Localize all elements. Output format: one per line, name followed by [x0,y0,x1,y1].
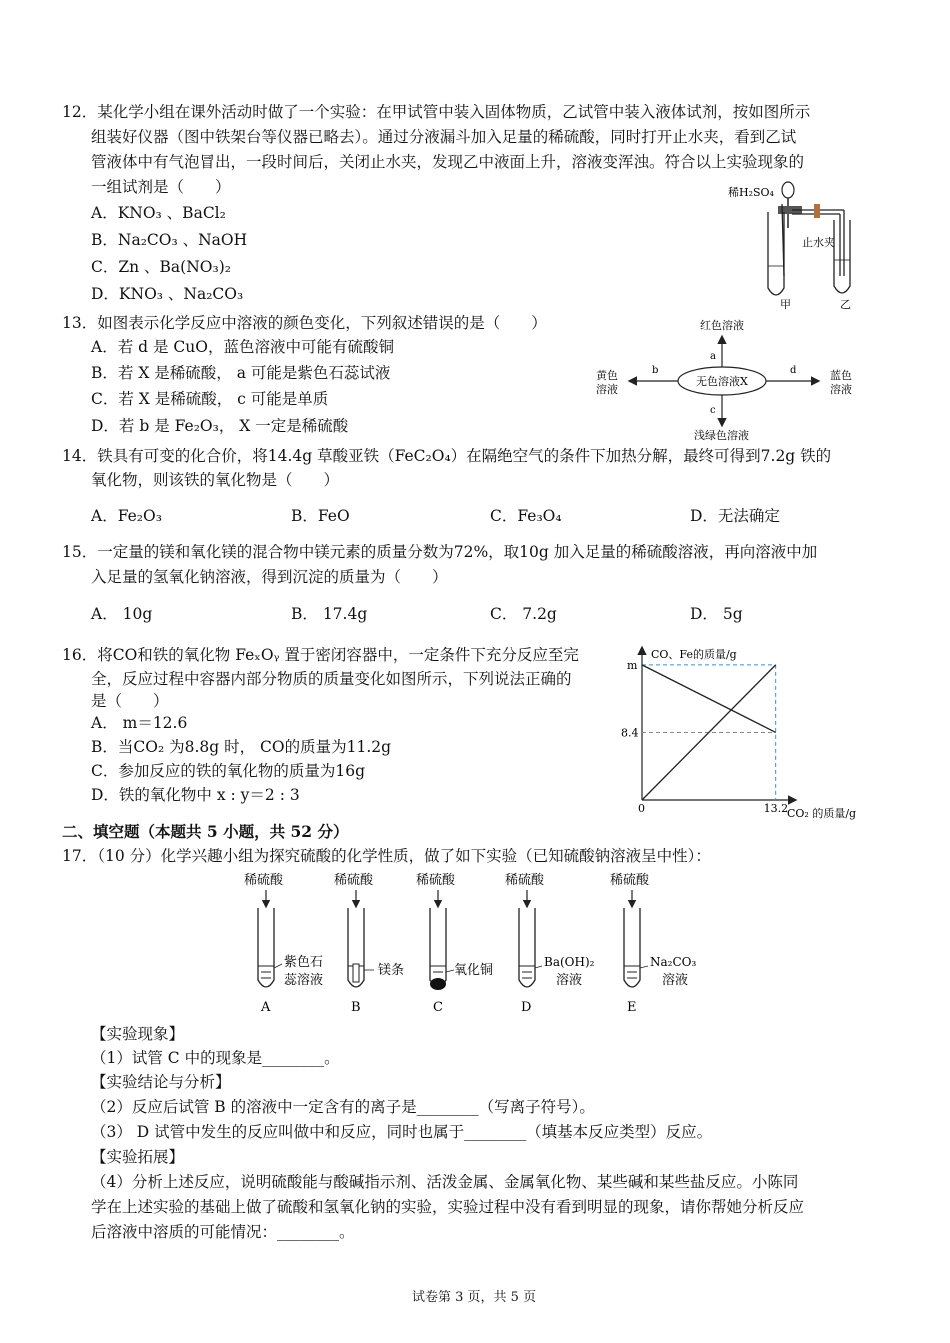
q13-label-a: a [710,351,716,362]
q17-part-2: （2）反应后试管 B 的溶液中一定含有的离子是________（写离子符号）。 [91,1098,595,1116]
q13-yellow-2: 溶液 [596,383,618,396]
tube-b-acid: 稀硫酸 [334,873,374,888]
q13-label-b: b [652,365,659,376]
q12-stem-line-2: 组装好仪器（图中铁架台等仪器已略去）。通过分液漏斗加入足量的稀硫酸，同时打开止水夹，看到乙试 [91,128,797,146]
q13-lightgreen-solution: 浅绿色溶液 [694,429,749,442]
tube-a-label-1: 紫色石 [284,955,324,970]
q15-stem-line-2: 入足量的氢氧化钠溶液，得到沉淀的质量为（ ） [91,568,448,586]
q16-chart [615,640,865,825]
tube-d-label-2: 溶液 [556,973,583,988]
tube-d-acid: 稀硫酸 [505,873,545,888]
chart-ytick-8.4: 8.4 [621,726,639,740]
chart-xtick-13.2: 13.2 [763,802,789,815]
q16-option-c: C．参加反应的铁的氧化物的质量为16g [91,762,366,780]
q13-stem: 13．如图表示化学反应中溶液的颜色变化，下列叙述错误的是（ ） [62,314,547,332]
q12-stem-line-1: 12．某化学小组在课外活动时做了一个实验：在甲试管中装入固体物质，乙试管中装入液体试剂，按如图所示 [62,103,811,121]
tube-d-letter: D [521,1000,532,1015]
tube-e-label-1: Na₂CO₃ [650,955,697,969]
q13-blue-2: 溶液 [830,383,852,396]
q14-stem-line-1: 14．铁具有可变的化合价，将14.4g 草酸亚铁（FeC₂O₄）在隔绝空气的条件下加热分解，最终可得到7.2g 铁的 [62,447,832,465]
q13-label-c: c [710,405,716,416]
q13-red-solution: 红色溶液 [700,319,744,332]
tube-e [610,872,696,1015]
q17-heading-analysis: 【实验结论与分析】 [91,1073,231,1091]
tube-c-acid: 稀硫酸 [416,873,456,888]
chart-series-co [642,665,776,733]
tube-e-letter: E [627,1000,637,1015]
q14-option-a: A．Fe₂O₃ [91,507,162,525]
chart-ylabel: CO、Fe的质量/g [651,648,737,661]
q12-tube-jia: 甲 [780,298,791,311]
q13-option-d: D．若 b 是 Fe₂O₃， X 一定是稀硫酸 [91,417,349,435]
section-2-heading: 二、填空题（本题共 5 小题，共 52 分） [62,822,349,841]
q17-part-1: （1）试管 C 中的现象是________。 [91,1049,340,1067]
q14-option-d: D．无法确定 [690,507,780,525]
q16-stem-line-2: 全，反应过程中容器内部分物质的质量变化如图所示，下列说法正确的 [91,670,572,688]
tube-e-label-2: 溶液 [662,973,689,988]
q12-option-a: A．KNO₃ 、BaCl₂ [91,204,226,222]
chart-origin-label: 0 [638,802,645,815]
q12-option-b: B．Na₂CO₃ 、NaOH [91,231,248,249]
q17-part-4-line-2: 学在上述实验的基础上做了硫酸和氢氧化钠的实验，实验过程中没有看到明显的现象，请你帮她分析反应 [91,1198,805,1216]
tube-c-letter: C [433,1000,443,1015]
tube-b [334,872,404,1015]
tube-a-acid: 稀硫酸 [244,873,284,888]
q17-heading-extension: 【实验拓展】 [91,1148,185,1166]
tube-a-letter: A [261,1000,271,1015]
q17-part-4-line-1: （4）分析上述反应，说明硫酸能与酸碱指示剂、活泼金属、金属氧化物、某些碱和某些盐反应。小陈同 [91,1173,799,1191]
tube-a-label-2: 蕊溶液 [284,973,324,988]
tube-d-label-1: Ba(OH)₂ [544,955,595,969]
q14-stem-line-2: 氧化物，则该铁的氧化物是（ ） [91,471,340,489]
q12-clamp-label: 止水夹 [802,236,835,249]
q16-stem-line-1: 16．将CO和铁的氧化物 FeₓOᵧ 置于密闭容器中，一定条件下充分反应至完 [62,646,579,664]
q13-option-a: A．若 d 是 CuO，蓝色溶液中可能有硫酸铜 [91,338,394,356]
tube-c [416,872,493,1015]
q14-option-b: B．FeO [291,507,350,525]
q13-blue-1: 蓝色 [830,369,852,382]
q13-label-d: d [790,365,797,376]
q13-center-label: 无色溶液X [696,375,748,388]
tube-c-label: 氧化铜 [454,963,494,978]
chart-xlabel: CO₂ 的质量/g [787,807,857,820]
q12-acid-label: 稀H₂SO₄ [728,186,774,199]
q15-option-b: B． 17.4g [291,605,368,623]
tube-d [505,872,595,1015]
q12-stem-line-3: 管液体中有气泡冒出，一段时间后，关闭止水夹，发现乙中液面上升，溶液变浑浊。符合以上实验现象的 [91,153,805,171]
q12-option-c: C．Zn 、Ba(NO₃)₂ [91,258,231,276]
q15-option-d: D． 5g [690,605,743,623]
tube-e-acid: 稀硫酸 [610,873,650,888]
q12-tube-yi: 乙 [840,298,851,311]
q13-color-change-figure [590,315,870,445]
q17-test-tubes-figure [230,868,710,1020]
q12-apparatus-figure [722,176,872,314]
q15-stem-line-1: 15．一定量的镁和氧化镁的混合物中镁元素的质量分数为72%，取10g 加入足量的稀硫酸溶液，再向溶液中加 [62,543,818,561]
q17-part-3: （3） D 试管中发生的反应叫做中和反应，同时也属于________（填基本反应类型）反应。 [91,1123,713,1141]
q16-option-b: B．当CO₂ 为8.8g 时， CO的质量为11.2g [91,738,392,756]
tube-b-label: 镁条 [378,963,405,978]
q13-yellow-1: 黄色 [596,369,618,382]
q13-option-b: B．若 X 是稀硫酸， a 可能是紫色石蕊试液 [91,364,391,382]
q15-option-c: C． 7.2g [490,605,557,623]
q12-stem-line-4: 一组试剂是（ ） [91,178,231,196]
q13-option-c: C．若 X 是稀硫酸， c 可能是单质 [91,390,329,408]
q14-option-c: C．Fe₃O₄ [490,507,562,525]
tube-b-letter: B [351,1000,361,1015]
page-footer: 试卷第 3 页，共 5 页 [412,1290,537,1305]
q17-heading-phenomenon: 【实验现象】 [91,1025,185,1043]
q16-stem-line-3: 是（ ） [91,692,169,710]
q17-part-4-line-3: 后溶液中溶质的可能情况：________。 [91,1223,355,1241]
chart-ytick-m: m [627,658,638,672]
q16-option-a: A． m＝12.6 [91,714,188,732]
q17-stem: 17．（10 分）化学兴趣小组为探究硫酸的化学性质，做了如下实验（已知硫酸钠溶液呈中性）： [62,847,711,865]
q16-option-d: D．铁的氧化物中 x : y＝2 : 3 [91,786,300,804]
q12-option-d: D．KNO₃ 、Na₂CO₃ [91,285,244,303]
q15-option-a: A． 10g [91,605,153,623]
tube-a [244,872,323,1015]
